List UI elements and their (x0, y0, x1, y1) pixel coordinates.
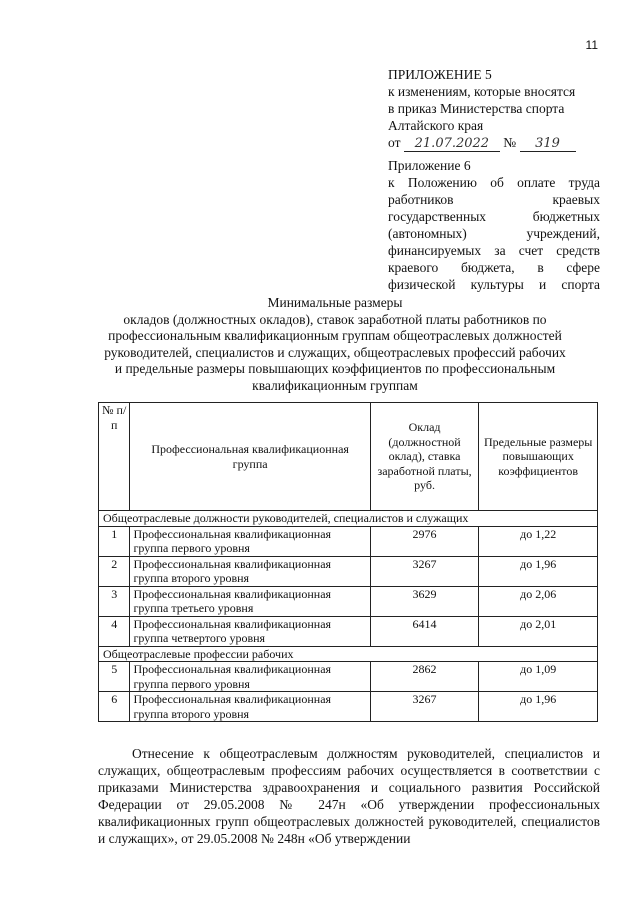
heading-line-3: профессиональным квалификационным группам общеотраслевых должностей (108, 328, 562, 344)
row-salary: 3267 (370, 556, 479, 586)
row-salary: 2862 (370, 662, 479, 692)
table-row (99, 556, 598, 586)
from-label: от (388, 135, 401, 150)
row-num: 4 (99, 616, 130, 646)
header-num: № п/п (99, 403, 130, 511)
body-paragraph (98, 745, 600, 847)
row-num: 1 (99, 526, 130, 556)
row-group: Профессиональная квалификационная группа второго уровня (130, 692, 370, 722)
appendix-5-line3: Алтайского края (388, 118, 484, 133)
row-coef: до 1,96 (479, 692, 598, 722)
page-number: 11 (585, 38, 598, 52)
salary-table (98, 402, 598, 722)
row-group: Профессиональная квалификационная группа четвертого уровня (130, 616, 370, 646)
handwritten-date: 21.07.2022 (404, 136, 500, 152)
header-coef: Предельные размеры повышающих коэффициентов (479, 403, 598, 511)
appendix-5-line1: к изменениям, которые вносятся (388, 84, 576, 99)
body-paragraph-text: Отнесение к общеотраслевым должностям руководителей, специалистов и служащих, общеотраслевым профессиям рабочих осуществляется в соответствии с приказами Министерства здравоохранения и социального развития Российской Федерации от 29.05.2008 № 247н «Об утверждении профессиональных квалификационных групп общеотраслевых должностей руководителей, специалистов и служащих», от 29.05.2008 № 248н «Об утверждении (98, 746, 600, 846)
row-num: 3 (99, 586, 130, 616)
row-coef: до 1,22 (479, 526, 598, 556)
row-group: Профессиональная квалификационная группа первого уровня (130, 526, 370, 556)
row-salary: 6414 (370, 616, 479, 646)
row-salary: 2976 (370, 526, 479, 556)
row-coef: до 1,09 (479, 662, 598, 692)
table-row (99, 662, 598, 692)
number-label: № (503, 135, 517, 150)
heading-line-6: квалификационным группам (252, 377, 418, 393)
row-group: Профессиональная квалификационная группа третьего уровня (130, 586, 370, 616)
section-title-1: Общеотраслевые должности руководителей, специалистов и служащих (99, 511, 598, 527)
row-salary: 3267 (370, 692, 479, 722)
appendix-5-title: ПРИЛОЖЕНИЕ 5 (388, 67, 492, 82)
row-salary: 3629 (370, 586, 479, 616)
table-header-row (99, 403, 598, 511)
table-row (99, 616, 598, 646)
appendix-6-text: к Положению об оплате труда работников краевых государственных бюджетных (автономных) учреждений, финансируемых за счет средств краевого бюджета, в сфере физической культуры и спорта (388, 175, 600, 292)
section-row-1 (99, 511, 598, 527)
heading-line-4: руководителей, специалистов и служащих, общеотраслевых профессий рабочих (104, 344, 566, 360)
row-coef: до 1,96 (479, 556, 598, 586)
header-salary: Оклад (должностной оклад), ставка заработной платы, руб. (370, 403, 479, 511)
appendix-5-line2: в приказ Министерства спорта (388, 101, 565, 116)
table-row (99, 692, 598, 722)
heading-line-5: и предельные размеры повышающих коэффициентов по профессиональным (114, 361, 556, 377)
handwritten-number: 319 (520, 136, 576, 152)
document-heading (70, 295, 600, 395)
row-group: Профессиональная квалификационная группа первого уровня (130, 662, 370, 692)
row-num: 5 (99, 662, 130, 692)
appendix-5-block (388, 66, 600, 152)
section-title-2: Общеотраслевые профессии рабочих (99, 646, 598, 662)
row-num: 6 (99, 692, 130, 722)
row-group: Профессиональная квалификационная группа второго уровня (130, 556, 370, 586)
heading-line-1: Минимальные размеры (267, 295, 403, 310)
appendix-6-block (388, 157, 600, 293)
appendix-6-title: Приложение 6 (388, 158, 471, 173)
row-num: 2 (99, 556, 130, 586)
table-row (99, 586, 598, 616)
section-row-2 (99, 646, 598, 662)
header-group: Профессиональная квалификационная группа (130, 403, 370, 511)
heading-line-2: окладов (должностных окладов), ставок заработной платы работников по (123, 311, 547, 327)
appendix-5-date-row (388, 134, 600, 152)
row-coef: до 2,06 (479, 586, 598, 616)
table-row (99, 526, 598, 556)
row-coef: до 2,01 (479, 616, 598, 646)
